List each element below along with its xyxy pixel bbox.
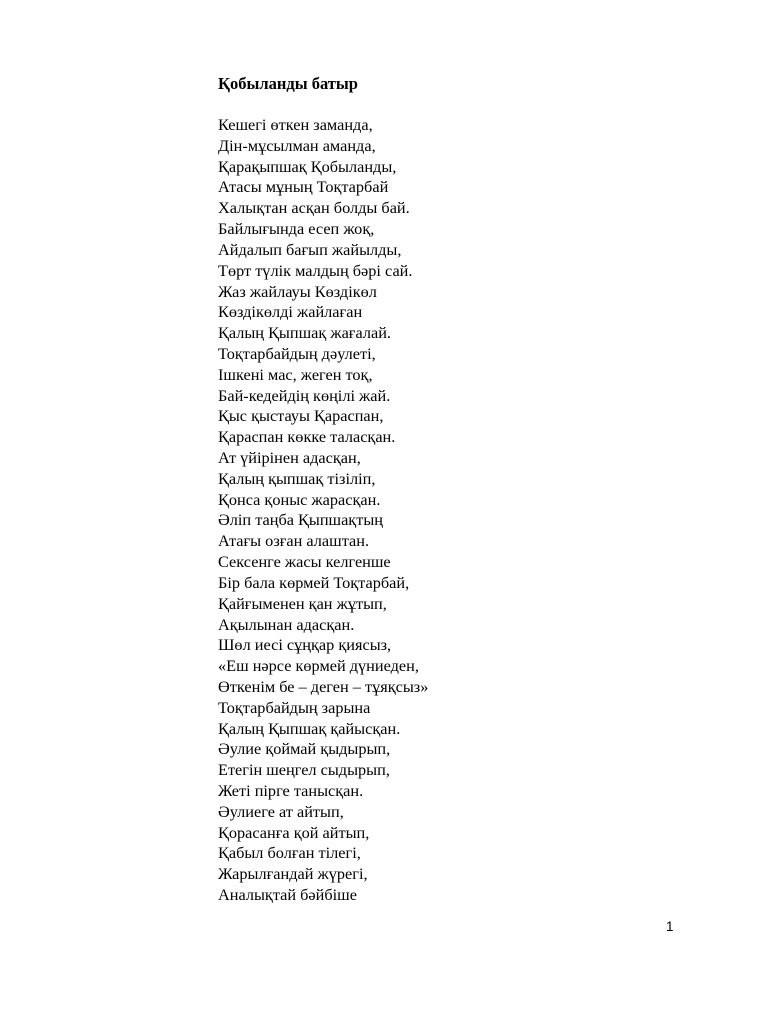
poem-line: Шөл иесі сұңқар қиясыз,	[218, 635, 392, 655]
poem-line: Ішкені мас, жеген тоқ,	[218, 364, 373, 384]
poem-line: Байлығында есеп жоқ,	[218, 219, 375, 239]
poem-line: Қонса қоныс жарасқан.	[218, 489, 381, 509]
poem-body	[218, 115, 428, 906]
poem-line: Қабыл болған тілегі,	[218, 843, 361, 863]
poem-line: Әулие қоймай қыдырып,	[218, 739, 391, 759]
poem-line: Қайғыменен қан жұтып,	[218, 593, 387, 613]
poem-line: Ат үйірінен адасқан,	[218, 448, 361, 467]
poem-line: Көздікөлді жайлаған	[218, 302, 363, 322]
poem-line: Ақылынан адасқан.	[218, 614, 355, 634]
poem-title: Қобыланды батыр	[218, 74, 358, 93]
poem-line: Бай-кедейдің көңілі жай.	[218, 385, 391, 405]
poem-line: Кешегі өткен заманда,	[218, 115, 373, 134]
poem-line: Қалың Қыпшақ қайысқан.	[218, 718, 401, 738]
poem-line: Жеті пірге танысқан.	[218, 781, 364, 800]
poem-line: Әулиеге ат айтып,	[218, 801, 344, 821]
poem-line: Қараспан көкке таласқан.	[218, 427, 396, 447]
poem-line: Қыс қыстауы Қараспан,	[218, 406, 384, 426]
page-number: 1	[666, 919, 674, 934]
poem-line: Айдалып бағып жайылды,	[218, 239, 402, 259]
poem-line: Атасы мұның Тоқтарбай	[218, 177, 389, 197]
poem-line: «Еш нәрсе көрмей дүниеден,	[218, 656, 419, 676]
poem-line: Жарылғандай жүрегі,	[218, 864, 368, 884]
poem-line: Қалың қыпшақ тізіліп,	[218, 468, 376, 488]
poem-line: Төрт түлік малдың бәрі сай.	[218, 260, 413, 280]
poem-line: Бір бала көрмей Тоқтарбай,	[218, 572, 410, 592]
poem-line: Өткенім бе – деген – тұяқсыз»	[218, 676, 429, 696]
poem-line: Атағы озған алаштан.	[218, 531, 370, 551]
poem-line: Тоқтарбайдың зарына	[218, 697, 371, 717]
poem-line: Халықтан асқан болды бай.	[218, 198, 410, 218]
poem-line: Қорасанға қой айтып,	[218, 822, 370, 842]
poem-line: Аналықтай бәйбіше	[218, 885, 357, 905]
poem-line: Тоқтарбайдың дәулеті,	[218, 343, 376, 363]
poem-line: Әліп таңба Қыпшақтың	[218, 510, 383, 530]
poem-line: Дін-мұсылман аманда,	[218, 135, 376, 155]
poem-line: Етегін шеңгел сыдырып,	[218, 760, 390, 780]
poem-line: Қарақыпшақ Қобыланды,	[218, 156, 397, 176]
poem-line: Сексенге жасы келгенше	[218, 552, 391, 572]
poem-line: Қалың Қыпшақ жағалай.	[218, 323, 391, 343]
poem-line: Жаз жайлауы Көздікөл	[218, 281, 377, 301]
